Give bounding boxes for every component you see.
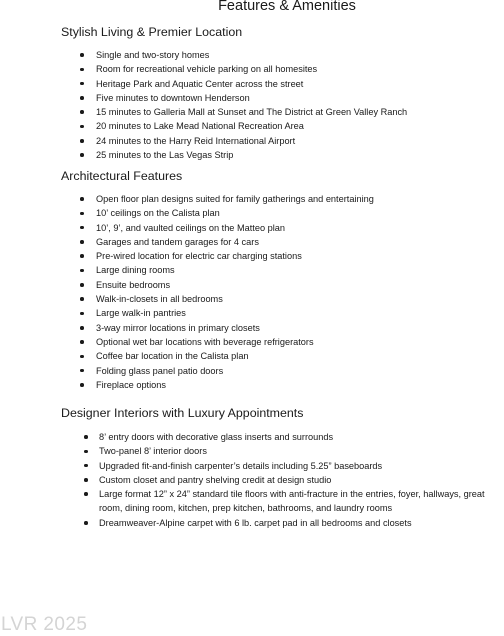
list-item: 20 minutes to Lake Mead National Recreation Area bbox=[0, 119, 407, 133]
list-item: 15 minutes to Galleria Mall at Sunset and The District at Green Valley Ranch bbox=[0, 105, 407, 119]
list-item: 10’ ceilings on the Calista plan bbox=[0, 206, 374, 220]
list-item: Upgraded fit-and-finish carpenter’s details including 5.25” baseboards bbox=[0, 459, 504, 473]
list-item: 10’, 9’, and vaulted ceilings on the Matteo plan bbox=[0, 221, 374, 235]
list-item: Coffee bar location in the Calista plan bbox=[0, 349, 374, 363]
list-item: Two-panel 8’ interior doors bbox=[0, 444, 504, 458]
list-item: Single and two-story homes bbox=[0, 48, 407, 62]
list-item: Heritage Park and Aquatic Center across the street bbox=[0, 77, 407, 91]
list-item: 24 minutes to the Harry Reid International Airport bbox=[0, 134, 407, 148]
list-item: Garages and tandem garages for 4 cars bbox=[0, 235, 374, 249]
bullet-list bbox=[0, 430, 504, 530]
list-item: Fireplace options bbox=[0, 378, 374, 392]
list-item: 25 minutes to the Las Vegas Strip bbox=[0, 148, 407, 162]
bullet-list bbox=[0, 48, 407, 162]
section-heading: Designer Interiors with Luxury Appointments bbox=[61, 406, 304, 420]
list-item: Folding glass panel patio doors bbox=[0, 364, 374, 378]
list-item: 3-way mirror locations in primary closets bbox=[0, 321, 374, 335]
list-item: Open floor plan designs suited for family gatherings and entertaining bbox=[0, 192, 374, 206]
watermark: LVR 2025 bbox=[1, 614, 88, 635]
list-item: Custom closet and pantry shelving credit at design studio bbox=[0, 473, 504, 487]
section-heading: Stylish Living & Premier Location bbox=[61, 25, 243, 39]
bullet-list bbox=[0, 192, 374, 392]
list-item: Dreamweaver-Alpine carpet with 6 lb. carpet pad in all bedrooms and closets bbox=[0, 516, 504, 530]
list-item: Large walk-in pantries bbox=[0, 306, 374, 320]
list-item: Large dining rooms bbox=[0, 263, 374, 277]
section-heading: Architectural Features bbox=[61, 169, 183, 183]
list-item: Large format 12” x 24” standard tile floors with anti-fracture in the entries, foyer, hallways, great room, dining room, kitchen, prep kitchen, bathrooms, and laundry rooms bbox=[0, 487, 504, 516]
page-title: Features & Amenities bbox=[218, 0, 356, 14]
list-item: Pre-wired location for electric car charging stations bbox=[0, 249, 374, 263]
list-item: 8’ entry doors with decorative glass inserts and surrounds bbox=[0, 430, 504, 444]
list-item: Optional wet bar locations with beverage refrigerators bbox=[0, 335, 374, 349]
list-item: Five minutes to downtown Henderson bbox=[0, 91, 407, 105]
list-item: Ensuite bedrooms bbox=[0, 278, 374, 292]
list-item: Walk-in-closets in all bedrooms bbox=[0, 292, 374, 306]
list-item: Room for recreational vehicle parking on all homesites bbox=[0, 62, 407, 76]
